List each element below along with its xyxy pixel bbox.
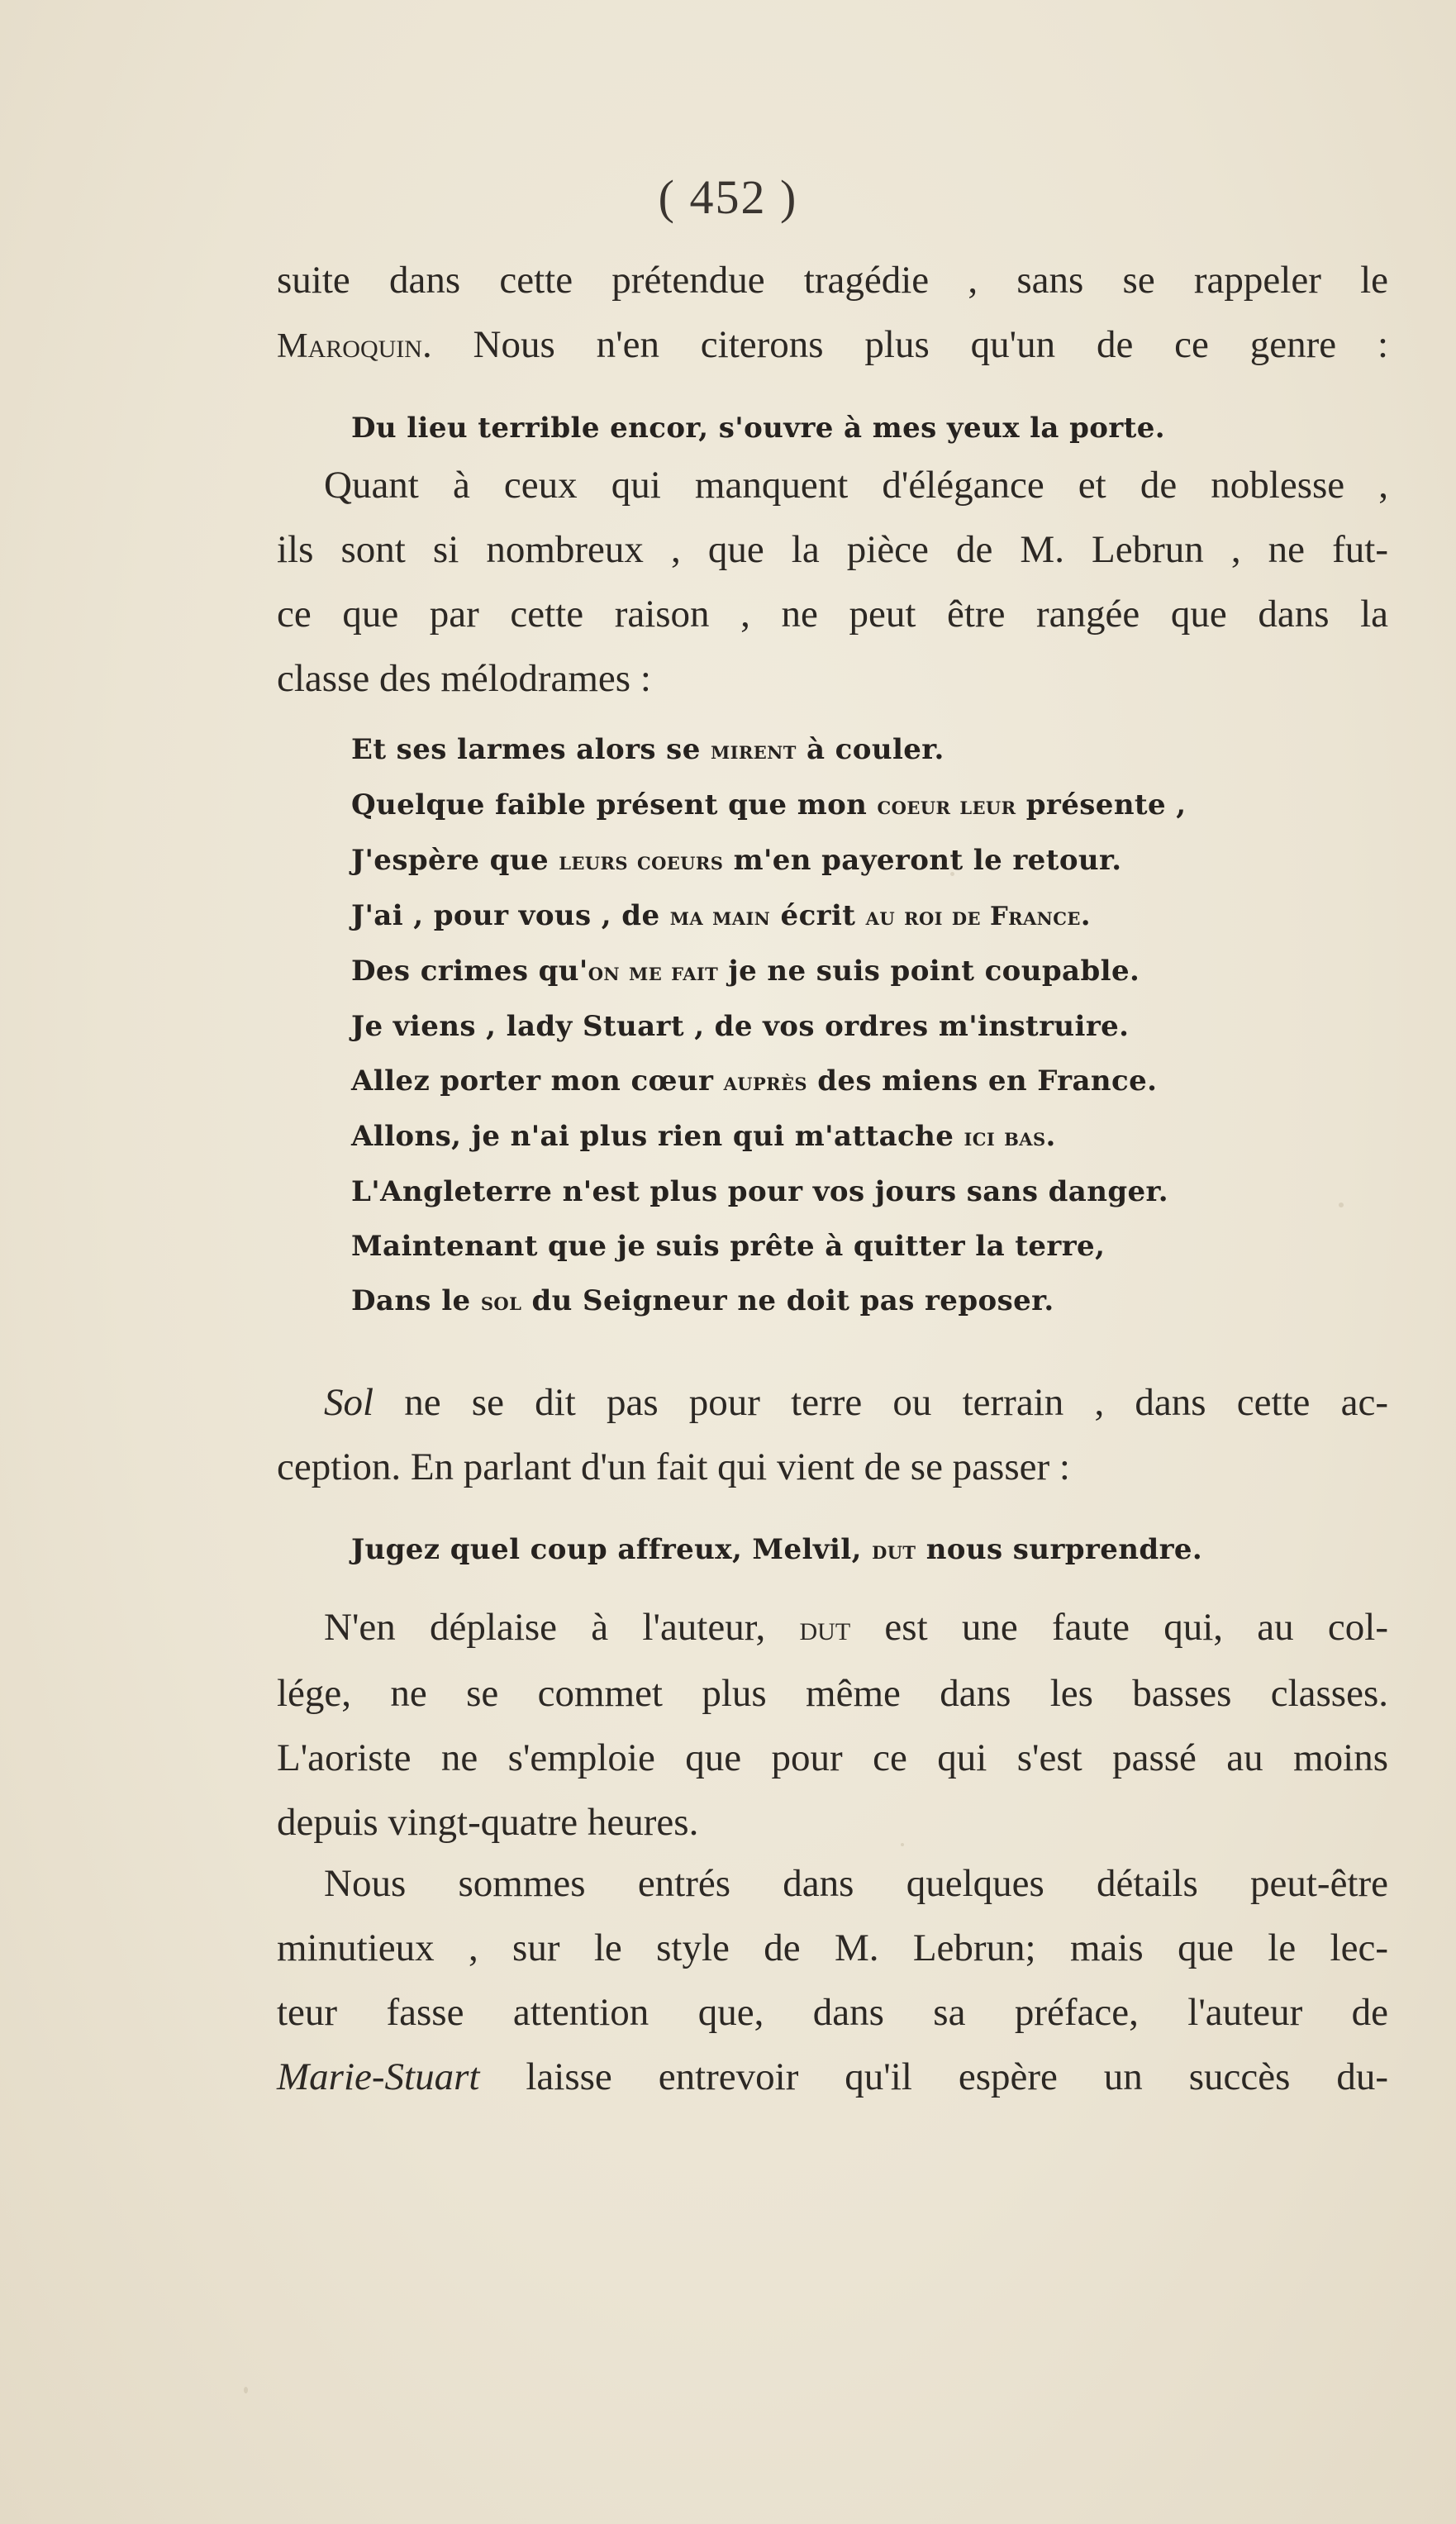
text-line: teur fasse attention que, dans sa préface, l'auteur de	[277, 1991, 1388, 2034]
text-line: L'aoriste ne s'emploie que pour ce qui s'est passé au moins	[277, 1736, 1388, 1779]
small-caps-word: Maroquin	[277, 326, 422, 365]
verse-quote-3	[351, 1522, 1384, 1578]
paragraph-5	[277, 1851, 1388, 2109]
text-line: ception. En parlant d'un fait qui vient de se passer :	[277, 1445, 1070, 1488]
verse-line: Du lieu terrible encor, s'ouvre à mes yeux la porte.	[351, 412, 1166, 445]
text-line: Maroquin. Nous n'en citerons plus qu'un de ce genre :	[277, 323, 1388, 366]
verse-line: L'Angleterre n'est plus pour vos jours sans danger.	[351, 1175, 1168, 1208]
text-line: Quant à ceux qui manquent d'élégance et de noblesse ,	[324, 464, 1388, 507]
text-line: depuis vingt-quatre heures.	[277, 1801, 699, 1844]
paragraph-4	[277, 1595, 1388, 1855]
verse-line: Des crimes qu'on me fait je ne suis point coupable.	[351, 955, 1140, 988]
verse-line: Jugez quel coup affreux, Melvil, dut nous surprendre.	[351, 1533, 1203, 1566]
text-line: suite dans cette prétendue tragédie , sans se rappeler le	[277, 259, 1388, 302]
page-number: ( 452 )	[658, 170, 798, 224]
text-line: Sol ne se dit pas pour terre ou terrain , dans cette ac-	[324, 1381, 1388, 1424]
verse-line: Maintenant que je suis prête à quitter la terre,	[351, 1230, 1106, 1263]
paragraph-3	[277, 1370, 1388, 1499]
verse-line: Allons, je n'ai plus rien qui m'attache ici bas.	[351, 1120, 1056, 1153]
verse-line: J'ai , pour vous , de ma main écrit au roi de France.	[351, 899, 1092, 932]
paragraph-2	[277, 453, 1388, 711]
text-line: minutieux , sur le style de M. Lebrun; mais que le lec-	[277, 1926, 1388, 1969]
paragraph-1	[277, 248, 1388, 379]
text-line: ce que par cette raison , ne peut être rangée que dans la	[277, 593, 1388, 636]
verse-quote-1	[351, 401, 1343, 455]
verse-line: Quelque faible présent que mon coeur leur présente ,	[351, 788, 1187, 821]
text-line: classe des mélodrames :	[277, 657, 651, 700]
paper-speck	[1339, 1202, 1344, 1207]
verse-line: Allez porter mon cœur auprès des miens en France.	[351, 1064, 1158, 1098]
verse-quote-2	[351, 722, 1384, 1329]
text-line: lége, ne se commet plus même dans les basses classes.	[277, 1672, 1388, 1715]
verse-line: Je viens , lady Stuart , de vos ordres m'instruire.	[351, 1010, 1130, 1043]
paper-speck	[901, 1843, 904, 1846]
text-line: N'en déplaise à l'auteur, dut est une faute qui, au col-	[324, 1606, 1388, 1649]
verse-line: J'espère que leurs coeurs m'en payeront le retour.	[351, 844, 1122, 877]
paper-speck	[1153, 1752, 1157, 1756]
text-line: Nous sommes entrés dans quelques détails peut-être	[324, 1862, 1388, 1905]
text-line: Marie-Stuart laisse entrevoir qu'il espère un succès du-	[277, 2055, 1388, 2098]
verse-line: Dans le sol du Seigneur ne doit pas reposer.	[351, 1284, 1054, 1317]
text-line: ils sont si nombreux , que la pièce de M. Lebrun , ne fut-	[277, 528, 1388, 571]
paper-speck	[950, 872, 954, 876]
verse-line: Et ses larmes alors se mirent à couler.	[351, 733, 944, 766]
paper-speck	[244, 2387, 248, 2393]
